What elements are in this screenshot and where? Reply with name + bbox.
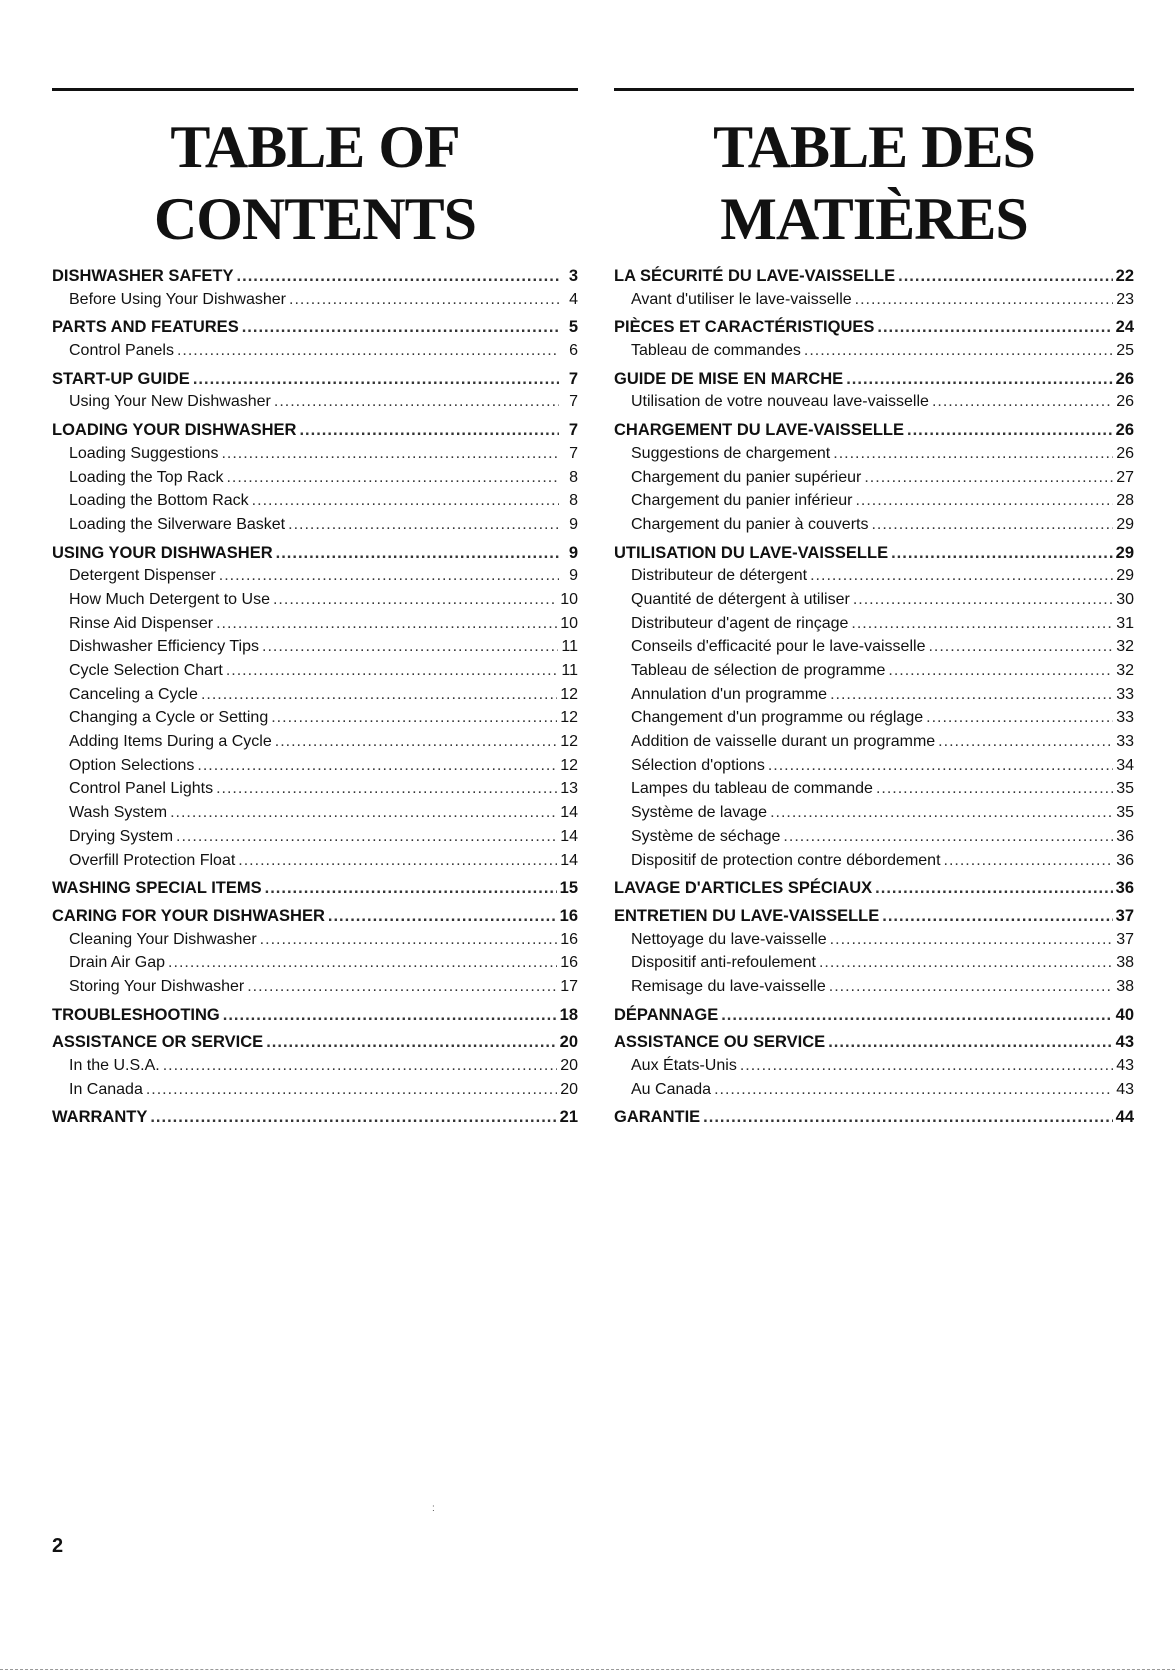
toc-entry-page: 7 — [568, 369, 578, 388]
toc-entry-label: DISHWASHER SAFETY — [52, 267, 234, 285]
toc-subsection-entry — [614, 516, 1134, 540]
toc-section-entry — [614, 1006, 1134, 1030]
toc-list-english — [52, 267, 578, 1132]
toc-subsection-entry — [52, 342, 578, 366]
toc-subsection-entry — [52, 393, 578, 417]
dot-leader — [877, 318, 1112, 337]
toc-entry-label: Cycle Selection Chart — [69, 662, 223, 679]
dot-leader — [226, 662, 559, 680]
toc-section-entry — [614, 421, 1134, 445]
dot-leader — [226, 469, 559, 487]
toc-subsection-entry — [614, 393, 1134, 417]
toc-entry-label: Avant d'utiliser le lave-vaisselle — [631, 290, 852, 308]
toc-subsection-entry — [52, 291, 578, 315]
toc-entry-label: Utilisation de votre nouveau lave-vaisselle — [631, 393, 929, 411]
dot-leader — [907, 421, 1113, 440]
dot-leader — [829, 978, 1113, 996]
toc-section-entry — [614, 370, 1134, 394]
dot-leader — [853, 591, 1113, 609]
toc-section-entry — [614, 544, 1134, 568]
toc-entry-label: Chargement du panier à couverts — [631, 515, 869, 533]
toc-entry-page: 26 — [1116, 444, 1134, 462]
page-title-french — [614, 111, 1134, 255]
toc-entry-page: 27 — [1116, 468, 1134, 486]
toc-section-entry — [614, 879, 1134, 903]
dot-leader — [851, 615, 1113, 633]
toc-entry-label: Storing Your Dishwasher — [69, 977, 245, 995]
toc-entry-label: Detergent Dispenser — [69, 567, 216, 585]
dot-leader — [168, 954, 557, 972]
toc-entry-label: GUIDE DE MISE EN MARCHE — [614, 369, 844, 388]
toc-entry-label: In Canada — [69, 1080, 143, 1098]
toc-entry-page: 13 — [560, 780, 578, 798]
toc-entry-label: Chargement du panier supérieur — [631, 468, 862, 486]
toc-subsection-entry — [614, 931, 1134, 955]
toc-entry-label: Loading Suggestions — [69, 444, 219, 462]
toc-entry-label: Overfill Protection Float — [69, 851, 236, 869]
toc-entry-label: Changing a Cycle or Setting — [69, 709, 269, 727]
toc-entry-label: Adding Items During a Cycle — [69, 733, 272, 751]
toc-subsection-entry — [614, 1057, 1134, 1081]
toc-entry-label: Annulation d'un programme — [631, 685, 828, 703]
toc-entry-page: 7 — [568, 421, 578, 440]
top-rule — [52, 88, 578, 91]
toc-entry-page: 32 — [1116, 662, 1134, 679]
toc-entry-label: USING YOUR DISHWASHER — [52, 543, 273, 562]
top-rule — [614, 88, 1134, 91]
toc-entry-page: 37 — [1115, 906, 1134, 925]
toc-entry-page: 9 — [569, 515, 578, 533]
dot-leader — [830, 686, 1113, 704]
toc-entry-page: 18 — [559, 1005, 578, 1024]
toc-entry-label: Using Your New Dishwasher — [69, 393, 271, 411]
toc-entry-page: 26 — [1115, 369, 1134, 388]
toc-subsection-entry — [52, 516, 578, 540]
toc-entry-page: 20 — [560, 1057, 578, 1074]
toc-subsection-entry — [614, 978, 1134, 1002]
dot-leader — [932, 393, 1113, 411]
toc-entry-label: Système de séchage — [631, 827, 781, 845]
dot-leader — [768, 757, 1113, 775]
toc-subsection-entry — [614, 757, 1134, 781]
dot-leader — [721, 1006, 1112, 1025]
toc-entry-page: 16 — [560, 954, 578, 972]
toc-entry-page: 26 — [1116, 393, 1134, 411]
dot-leader — [810, 567, 1113, 585]
page-number: 2 — [52, 1535, 64, 1557]
dot-leader — [193, 370, 559, 389]
dot-leader — [846, 370, 1112, 389]
toc-entry-page: 38 — [1116, 954, 1134, 972]
toc-entry-label: Before Using Your Dishwasher — [69, 290, 287, 308]
toc-entry-page: 14 — [560, 804, 578, 822]
dot-leader — [928, 638, 1113, 656]
page-title-english — [52, 111, 578, 255]
toc-subsection-entry — [52, 662, 578, 686]
toc-section-entry — [614, 1108, 1134, 1132]
toc-entry-label: Drain Air Gap — [69, 954, 166, 972]
title-line-1: TABLE OF — [170, 114, 460, 180]
toc-entry-page: 37 — [1116, 930, 1134, 948]
dot-leader — [926, 709, 1113, 727]
toc-entry-page: 31 — [1116, 614, 1134, 632]
toc-subsection-entry — [614, 342, 1134, 366]
toc-entry-label: Nettoyage du lave-vaisselle — [631, 930, 827, 948]
toc-entry-page: 29 — [1115, 543, 1134, 562]
toc-list-french — [614, 267, 1134, 1132]
dot-leader — [271, 709, 557, 727]
toc-subsection-entry — [614, 469, 1134, 493]
toc-entry-page: 35 — [1116, 804, 1134, 822]
dot-leader — [328, 907, 557, 926]
dot-leader — [237, 267, 559, 286]
toc-subsection-entry — [614, 445, 1134, 469]
toc-section-entry — [52, 1006, 578, 1030]
toc-entry-label: Changement d'un programme ou réglage — [631, 709, 924, 727]
toc-subsection-entry — [52, 445, 578, 469]
toc-entry-label: Sélection d'options — [631, 756, 765, 774]
toc-entry-page: 4 — [569, 290, 578, 308]
dot-leader — [288, 516, 559, 534]
dot-leader — [221, 445, 559, 463]
toc-entry-label: Chargement du panier inférieur — [631, 492, 853, 510]
toc-subsection-entry — [52, 733, 578, 757]
toc-entry-page: 20 — [560, 1080, 578, 1098]
toc-entry-page: 40 — [1115, 1005, 1134, 1024]
dot-leader — [163, 1057, 557, 1075]
toc-entry-label: ASSISTANCE OU SERVICE — [614, 1033, 826, 1052]
dot-leader — [176, 828, 557, 846]
dot-leader — [938, 733, 1113, 751]
toc-entry-page: 15 — [559, 879, 578, 898]
toc-entry-label: Distributeur de détergent — [631, 567, 808, 585]
dot-leader — [855, 291, 1114, 309]
toc-entry-label: Control Panel Lights — [69, 780, 214, 798]
toc-entry-page: 28 — [1116, 492, 1134, 510]
toc-entry-page: 10 — [560, 614, 578, 632]
toc-subsection-entry — [614, 954, 1134, 978]
toc-entry-label: Conseils d'efficacité pour le lave-vaisselle — [631, 638, 926, 656]
toc-subsection-entry — [52, 567, 578, 591]
dot-leader — [219, 567, 559, 585]
dot-leader — [898, 267, 1113, 286]
toc-entry-label: Tableau de sélection de programme — [631, 662, 886, 679]
dot-leader — [299, 421, 559, 440]
toc-subsection-entry — [614, 733, 1134, 757]
dot-leader — [260, 931, 558, 949]
toc-entry-page: 5 — [568, 318, 578, 337]
toc-entry-page: 25 — [1116, 342, 1134, 360]
toc-subsection-entry — [614, 709, 1134, 733]
toc-entry-page: 44 — [1115, 1108, 1134, 1127]
dot-leader — [242, 318, 559, 337]
toc-section-entry — [52, 544, 578, 568]
toc-section-entry — [52, 907, 578, 931]
toc-subsection-entry — [614, 591, 1134, 615]
toc-entry-label: CARING FOR YOUR DISHWASHER — [52, 906, 325, 925]
toc-subsection-entry — [52, 828, 578, 852]
toc-entry-label: Quantité de détergent à utiliser — [631, 590, 850, 608]
toc-entry-label: Drying System — [69, 827, 174, 845]
title-line-1: TABLE DES — [713, 114, 1035, 180]
dot-leader — [276, 544, 559, 563]
dot-leader — [783, 828, 1113, 846]
dot-leader — [740, 1057, 1113, 1075]
toc-entry-label: Wash System — [69, 804, 168, 822]
toc-subsection-entry — [614, 828, 1134, 852]
toc-subsection-entry — [52, 804, 578, 828]
toc-entry-page: 29 — [1116, 567, 1134, 585]
dot-leader — [262, 638, 558, 656]
title-line-2: MATIÈRES — [720, 186, 1028, 252]
french-column — [614, 88, 1134, 1132]
toc-entry-page: 24 — [1115, 318, 1134, 337]
toc-entry-page: 8 — [569, 468, 578, 486]
toc-subsection-entry — [52, 931, 578, 955]
toc-section-entry — [52, 370, 578, 394]
toc-entry-page: 9 — [569, 567, 578, 585]
toc-entry-page: 9 — [568, 543, 578, 562]
dot-leader — [197, 757, 557, 775]
dot-leader — [201, 686, 557, 704]
dot-leader — [770, 804, 1113, 822]
toc-entry-label: Distributeur d'agent de rinçage — [631, 614, 849, 632]
dot-leader — [274, 393, 559, 411]
toc-entry-label: ASSISTANCE OR SERVICE — [52, 1033, 264, 1052]
toc-entry-page: 21 — [559, 1108, 578, 1127]
toc-subsection-entry — [52, 780, 578, 804]
dot-leader — [804, 342, 1113, 360]
dot-leader — [216, 615, 557, 633]
toc-entry-page: 12 — [560, 756, 578, 774]
toc-entry-page: 20 — [559, 1033, 578, 1052]
dot-leader — [170, 804, 557, 822]
toc-entry-label: LA SÉCURITÉ DU LAVE-VAISSELLE — [614, 267, 896, 285]
toc-entry-label: Cleaning Your Dishwasher — [69, 930, 257, 948]
toc-entry-label: Système de lavage — [631, 804, 768, 822]
dot-leader — [703, 1108, 1112, 1127]
toc-entry-page: 36 — [1115, 879, 1134, 898]
dot-leader — [891, 544, 1113, 563]
english-column — [52, 88, 578, 1132]
dot-leader — [146, 1081, 557, 1099]
toc-subsection-entry — [614, 291, 1134, 315]
toc-section-entry — [52, 267, 578, 291]
scan-edge-line — [0, 1669, 1175, 1671]
toc-entry-page: 33 — [1116, 685, 1134, 703]
toc-entry-label: Dishwasher Efficiency Tips — [69, 638, 259, 656]
toc-subsection-entry — [614, 615, 1134, 639]
toc-entry-label: PIÈCES ET CARACTÉRISTIQUES — [614, 318, 875, 337]
toc-subsection-entry — [52, 1057, 578, 1081]
dot-leader — [252, 492, 559, 510]
toc-entry-label: In the U.S.A. — [69, 1057, 160, 1074]
dot-leader — [830, 931, 1114, 949]
toc-entry-page: 12 — [560, 733, 578, 751]
toc-section-entry — [614, 1033, 1134, 1057]
toc-entry-page: 14 — [560, 827, 578, 845]
toc-entry-page: 6 — [569, 342, 578, 360]
toc-subsection-entry — [52, 591, 578, 615]
toc-entry-page: 26 — [1115, 421, 1134, 440]
toc-entry-page: 34 — [1116, 756, 1134, 774]
toc-entry-label: LAVAGE D'ARTICLES SPÉCIAUX — [614, 879, 873, 898]
toc-section-entry — [614, 907, 1134, 931]
toc-entry-label: Option Selections — [69, 756, 195, 774]
toc-section-entry — [52, 1108, 578, 1132]
toc-entry-page: 43 — [1116, 1080, 1134, 1098]
stray-mark: : — [432, 1503, 435, 1514]
toc-entry-page: 16 — [560, 930, 578, 948]
toc-entry-page: 14 — [560, 851, 578, 869]
toc-entry-page: 8 — [569, 492, 578, 510]
toc-entry-label: Control Panels — [69, 342, 174, 360]
toc-entry-label: Suggestions de chargement — [631, 444, 831, 462]
dot-leader — [875, 879, 1112, 898]
toc-entry-label: Au Canada — [631, 1080, 712, 1098]
toc-entry-page: 36 — [1116, 851, 1134, 869]
dot-leader — [819, 954, 1113, 972]
toc-subsection-entry — [614, 1081, 1134, 1105]
toc-subsection-entry — [614, 852, 1134, 876]
toc-subsection-entry — [52, 469, 578, 493]
dot-leader — [714, 1081, 1113, 1099]
toc-subsection-entry — [52, 954, 578, 978]
toc-subsection-entry — [614, 662, 1134, 686]
toc-entry-page: 35 — [1116, 780, 1134, 798]
toc-entry-label: TROUBLESHOOTING — [52, 1005, 220, 1024]
toc-entry-label: Dispositif de protection contre débordement — [631, 851, 941, 869]
toc-subsection-entry — [614, 780, 1134, 804]
toc-entry-page: 33 — [1116, 709, 1134, 727]
toc-section-entry — [52, 1033, 578, 1057]
dot-leader — [833, 445, 1113, 463]
dot-leader — [888, 662, 1113, 680]
dot-leader — [150, 1108, 556, 1127]
toc-entry-page: 32 — [1116, 638, 1134, 656]
toc-subsection-entry — [52, 615, 578, 639]
toc-subsection-entry — [614, 804, 1134, 828]
toc-entry-page: 33 — [1116, 733, 1134, 751]
toc-subsection-entry — [52, 757, 578, 781]
dot-leader — [275, 733, 557, 751]
toc-entry-page: 10 — [560, 590, 578, 608]
toc-section-entry — [614, 267, 1134, 291]
toc-section-entry — [52, 318, 578, 342]
toc-entry-label: Addition de vaisselle durant un programme — [631, 733, 936, 751]
dot-leader — [177, 342, 559, 360]
toc-entry-label: How Much Detergent to Use — [69, 590, 270, 608]
dot-leader — [265, 879, 557, 898]
toc-entry-page: 22 — [1115, 267, 1134, 285]
toc-subsection-entry — [614, 638, 1134, 662]
toc-entry-page: 29 — [1116, 515, 1134, 533]
toc-entry-page: 38 — [1116, 977, 1134, 995]
dot-leader — [882, 907, 1112, 926]
toc-entry-label: Remisage du lave-vaisselle — [631, 977, 826, 995]
toc-section-entry — [52, 879, 578, 903]
toc-entry-label: CHARGEMENT DU LAVE-VAISSELLE — [614, 421, 904, 440]
toc-subsection-entry — [614, 567, 1134, 591]
toc-entry-label: Rinse Aid Dispenser — [69, 614, 214, 632]
toc-section-entry — [614, 318, 1134, 342]
dot-leader — [247, 978, 557, 996]
dot-leader — [871, 516, 1113, 534]
toc-entry-label: GARANTIE — [614, 1108, 701, 1127]
toc-entry-label: Loading the Top Rack — [69, 468, 224, 486]
toc-subsection-entry — [52, 492, 578, 516]
toc-entry-label: LOADING YOUR DISHWASHER — [52, 421, 297, 440]
dot-leader — [273, 591, 557, 609]
toc-entry-label: Dispositif anti-refoulement — [631, 954, 816, 972]
toc-entry-label: Aux États-Unis — [631, 1057, 737, 1074]
toc-entry-page: 43 — [1116, 1057, 1134, 1074]
dot-leader — [216, 780, 557, 798]
toc-subsection-entry — [614, 492, 1134, 516]
toc-subsection-entry — [52, 686, 578, 710]
toc-entry-label: PARTS AND FEATURES — [52, 318, 239, 337]
dot-leader — [828, 1033, 1112, 1052]
toc-entry-page: 7 — [569, 393, 578, 411]
dot-leader — [289, 291, 559, 309]
toc-entry-page: 12 — [560, 709, 578, 727]
toc-entry-label: Loading the Bottom Rack — [69, 492, 249, 510]
toc-entry-label: WASHING SPECIAL ITEMS — [52, 879, 262, 898]
dot-leader — [223, 1006, 557, 1025]
toc-subsection-entry — [52, 978, 578, 1002]
toc-subsection-entry — [52, 852, 578, 876]
toc-entry-page: 7 — [569, 444, 578, 462]
toc-entry-page: 12 — [560, 685, 578, 703]
toc-entry-page: 36 — [1116, 827, 1134, 845]
toc-entry-label: UTILISATION DU LAVE-VAISSELLE — [614, 543, 889, 562]
dot-leader — [238, 852, 557, 870]
toc-entry-label: WARRANTY — [52, 1108, 148, 1127]
toc-entry-page: 11 — [561, 638, 578, 656]
toc-subsection-entry — [52, 709, 578, 733]
toc-subsection-entry — [614, 686, 1134, 710]
dot-leader — [864, 469, 1113, 487]
toc-entry-label: Tableau de commandes — [631, 342, 801, 360]
title-line-2: CONTENTS — [153, 186, 477, 252]
toc-entry-label: DÉPANNAGE — [614, 1005, 719, 1024]
toc-entry-label: Canceling a Cycle — [69, 685, 198, 703]
toc-entry-page: 30 — [1116, 590, 1134, 608]
toc-entry-page: 11 — [561, 662, 578, 679]
toc-entry-page: 16 — [559, 906, 578, 925]
toc-entry-page: 43 — [1115, 1033, 1134, 1052]
toc-entry-page: 17 — [560, 977, 578, 995]
toc-entry-label: Loading the Silverware Basket — [69, 515, 286, 533]
dot-leader — [266, 1033, 556, 1052]
dot-leader — [944, 852, 1114, 870]
toc-entry-label: Lampes du tableau de commande — [631, 780, 873, 798]
toc-subsection-entry — [52, 1081, 578, 1105]
dot-leader — [876, 780, 1113, 798]
toc-entry-page: 3 — [568, 267, 578, 285]
dot-leader — [855, 492, 1113, 510]
toc-section-entry — [52, 421, 578, 445]
toc-entry-label: START-UP GUIDE — [52, 369, 190, 388]
toc-entry-page: 23 — [1116, 290, 1134, 308]
toc-subsection-entry — [52, 638, 578, 662]
toc-entry-label: ENTRETIEN DU LAVE-VAISSELLE — [614, 906, 880, 925]
